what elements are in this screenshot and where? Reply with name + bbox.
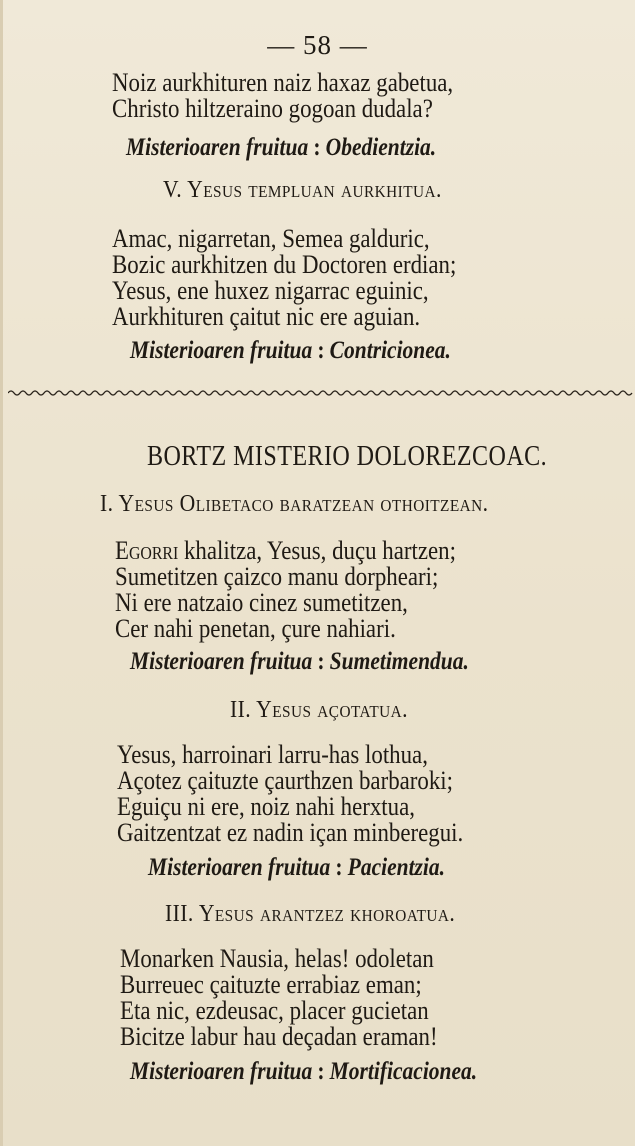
mystery-title: Yesus arantzez khoroatua. [198, 901, 456, 927]
fruit-label: Misterioaren fruitua [130, 337, 313, 364]
mystery-5-verse [112, 226, 612, 330]
fruit-label: Misterioaren fruitua [148, 854, 331, 881]
fruit-line-obedience: Misterioaren fruitua : Obedientzia. [126, 134, 437, 161]
mystery-2-verse [117, 742, 617, 846]
fruit-value: Mortificacionea. [329, 1058, 478, 1085]
mystery-3-verse [120, 946, 620, 1050]
verse-line: Christo hiltzeraino gogoan dudala? [112, 94, 433, 123]
mystery-number: III. [165, 901, 194, 927]
mystery-5-heading [163, 176, 523, 204]
fruit-line-mortification: Misterioaren fruitua : Mortificacionea. [130, 1058, 478, 1085]
mystery-2-heading [230, 696, 536, 724]
fruit-line-submission: Misterioaren fruitua : Sumetimendua. [130, 648, 469, 675]
mystery-number: I. [100, 491, 114, 517]
mystery-3-heading [165, 900, 525, 928]
fruit-label: Misterioaren fruitua [126, 134, 309, 161]
verse-line: Burreuec çaituzte errabiaz eman; [120, 970, 422, 999]
verse-line: Bicitze labur hau deçadan eraman! [120, 1022, 438, 1051]
verse-line: Monarken Nausia, helas! odoletan [120, 944, 434, 973]
fruit-value: Pacientzia. [347, 854, 446, 881]
verse-line: Gaitzentzat ez nadin içan minberegui. [117, 818, 464, 847]
verse-first-word: Egorri [115, 536, 179, 565]
page-number: — 58 — [267, 30, 368, 60]
mystery-title: Yesus açotatua. [256, 697, 408, 723]
verse-line: Yesus, harroinari larru-has lothua, [117, 740, 428, 769]
mystery-number: II. [230, 697, 252, 723]
section-title: BORTZ MISTERIO DOLOREZCOAC. [147, 441, 548, 472]
fruit-label: Misterioaren fruitua [130, 648, 313, 675]
verse-line: Açotez çaituzte çaurthzen barbaroki; [117, 766, 454, 795]
verse-line: Amac, nigarretan, Semea galduric, [112, 224, 430, 253]
verse-line: Bozic aurkhitzen du Doctoren erdian; [112, 250, 457, 279]
verse-first-line-rest: khalitza, Yesus, duçu hartzen; [178, 536, 456, 565]
fruit-line-contrition: Misterioaren fruitua : Contricionea. [130, 337, 451, 364]
mystery-1-heading [100, 490, 568, 518]
mystery-title: Yesus Olibetaco baratzean othoitzean. [118, 491, 489, 517]
top-verse [112, 70, 612, 122]
fruit-line-patience: Misterioaren fruitua : Pacientzia. [148, 854, 446, 881]
verse-line: Yesus, ene huxez nigarrac eguinic, [112, 276, 429, 305]
wavy-divider [8, 388, 633, 398]
verse-line: Ni ere natzaio cinez sumetitzen, [115, 588, 408, 617]
fruit-value: Contricionea. [329, 337, 451, 364]
verse-line: Eguiçu ni ere, noiz nahi herxtua, [117, 792, 415, 821]
mystery-title: Yesus templuan aurkhitua. [187, 177, 442, 203]
mystery-1-verse [115, 538, 615, 642]
fruit-label: Misterioaren fruitua [130, 1058, 313, 1085]
fruit-value: Sumetimendua. [329, 648, 469, 675]
verse-line: Cer nahi penetan, çure nahiari. [115, 614, 396, 643]
fruit-value: Obedientzia. [325, 134, 437, 161]
mystery-number: V. [163, 177, 183, 203]
verse-line [115, 538, 555, 564]
page-edge [0, 0, 3, 1146]
verse-line: Eta nic, ezdeusac, placer gucietan [120, 996, 429, 1025]
verse-line: Noiz aurkhituren naiz haxaz gabetua, [112, 68, 454, 97]
verse-line: Aurkhituren çaitut nic ere aguian. [112, 302, 421, 331]
verse-line: Sumetitzen çaizco manu dorpheari; [115, 562, 439, 591]
